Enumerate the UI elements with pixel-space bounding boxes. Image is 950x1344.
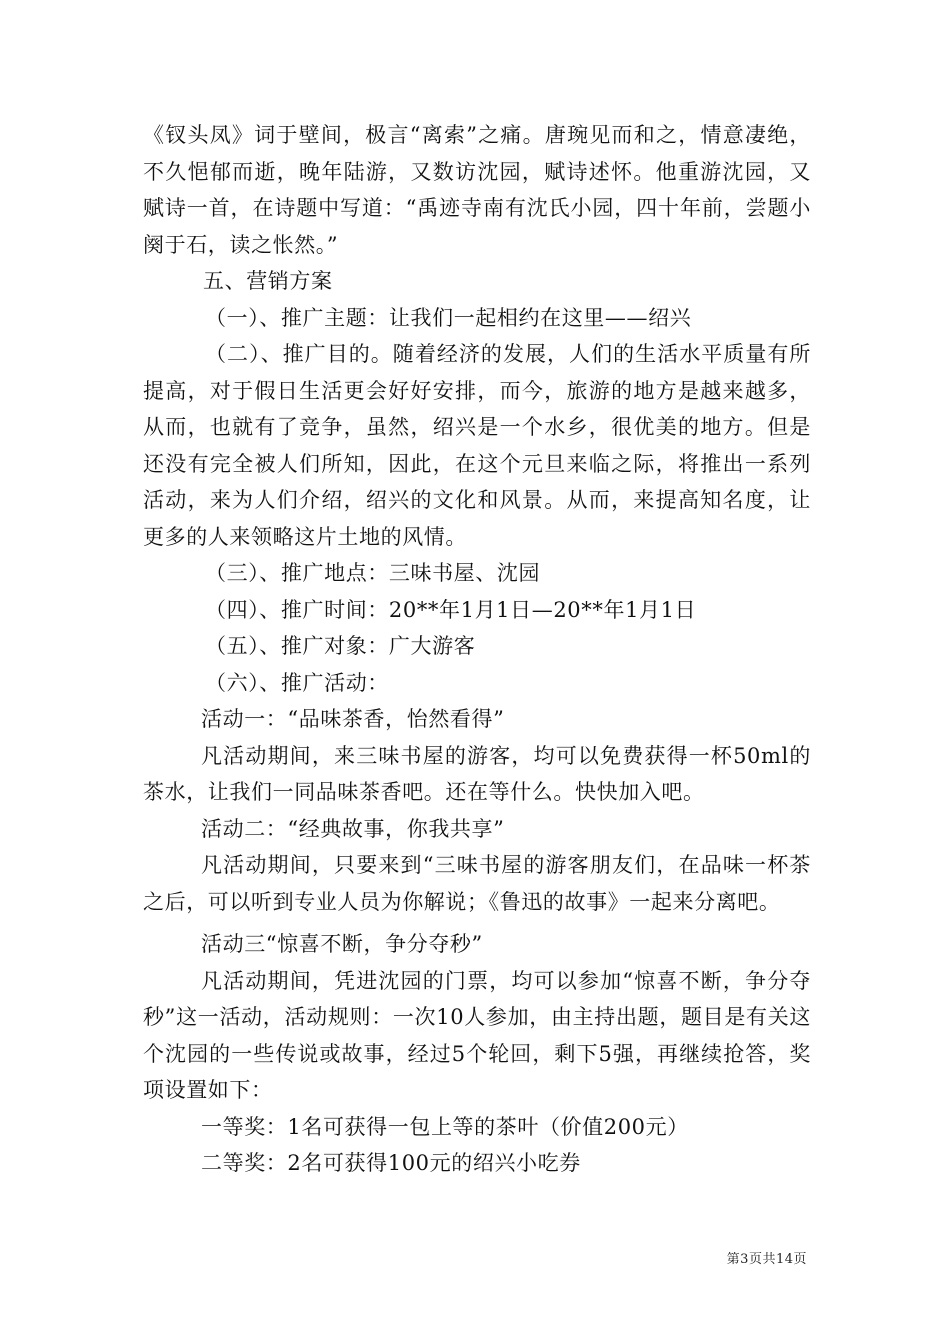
paragraph-activities-heading: （六）、推广活动： bbox=[205, 670, 389, 695]
activity-one-body: 凡活动期间，来三味书屋的游客，均可以免费获得一杯50ml的茶水，让我们一同品味茶香吧。还在等什么。快快加入吧。 bbox=[143, 743, 811, 804]
paragraph-poem-story: 《钗头凤》词于壁间，极言“离索”之痛。唐琬见而和之，情意凄绝，不久悒郁而逝，晚年陆游，又数访沈园，赋诗述怀。他重游沈园，又赋诗一首，在诗题中写道：“禹迹寺南有沈氏小园，四十年前，尝题小阕于石，读之怅然。” bbox=[143, 123, 811, 257]
paragraph-theme: （一）、推广主题：让我们一起相约在这里——绍兴 bbox=[205, 305, 692, 330]
page-number: 第3页共14页 bbox=[726, 1252, 807, 1267]
activity-two-title: 活动二：“经典故事，你我共享” bbox=[201, 816, 505, 841]
second-prize: 二等奖：2名可获得100元的绍兴小吃券 bbox=[201, 1151, 581, 1175]
first-prize: 一等奖：1名可获得一包上等的茶叶（价值200元） bbox=[201, 1114, 689, 1139]
activity-two-body: 凡活动期间，只要来到“三味书屋的游客朋友们，在品味一杯茶之后，可以听到专业人员为你解说；《鲁迅的故事》一起来分离吧。 bbox=[143, 853, 811, 914]
document-body bbox=[143, 117, 811, 1182]
activity-three-body: 凡活动期间，凭进沈园的门票，均可以参加“惊喜不断，争分夺秒”这一活动，活动规则：一次10人参加，由主持出题，题目是有关这个沈园的一些传说或故事，经过5个轮回，剩下5强，再继续抢答，奖项设置如下： bbox=[143, 968, 811, 1102]
paragraph-purpose: （二）、推广目的。随着经济的发展，人们的生活水平质量有所提高，对于假日生活更会好好安排，而今，旅游的地方是越来越多，从而，也就有了竞争，虽然，绍兴是一个水乡，很优美的地方。但是还没有完全被人们所知，因此，在这个元旦来临之际，将推出一系列活动，来为人们介绍，绍兴的文化和风景。从而，来提高知名度，让更多的人来领略这片土地的风情。 bbox=[143, 342, 811, 549]
paragraph-time: （四）、推广时间：20**年1月1日—20**年1月1日 bbox=[205, 597, 697, 622]
section-heading-marketing: 五、营销方案 bbox=[203, 269, 333, 293]
activity-one-title: 活动一：“品味茶香，怡然看得” bbox=[201, 707, 505, 731]
activity-three-title: 活动三“惊喜不断，争分夺秒” bbox=[201, 932, 483, 956]
paragraph-location: （三）、推广地点：三味书屋、沈园 bbox=[205, 561, 541, 585]
paragraph-audience: （五）、推广对象：广大游客 bbox=[205, 634, 476, 658]
